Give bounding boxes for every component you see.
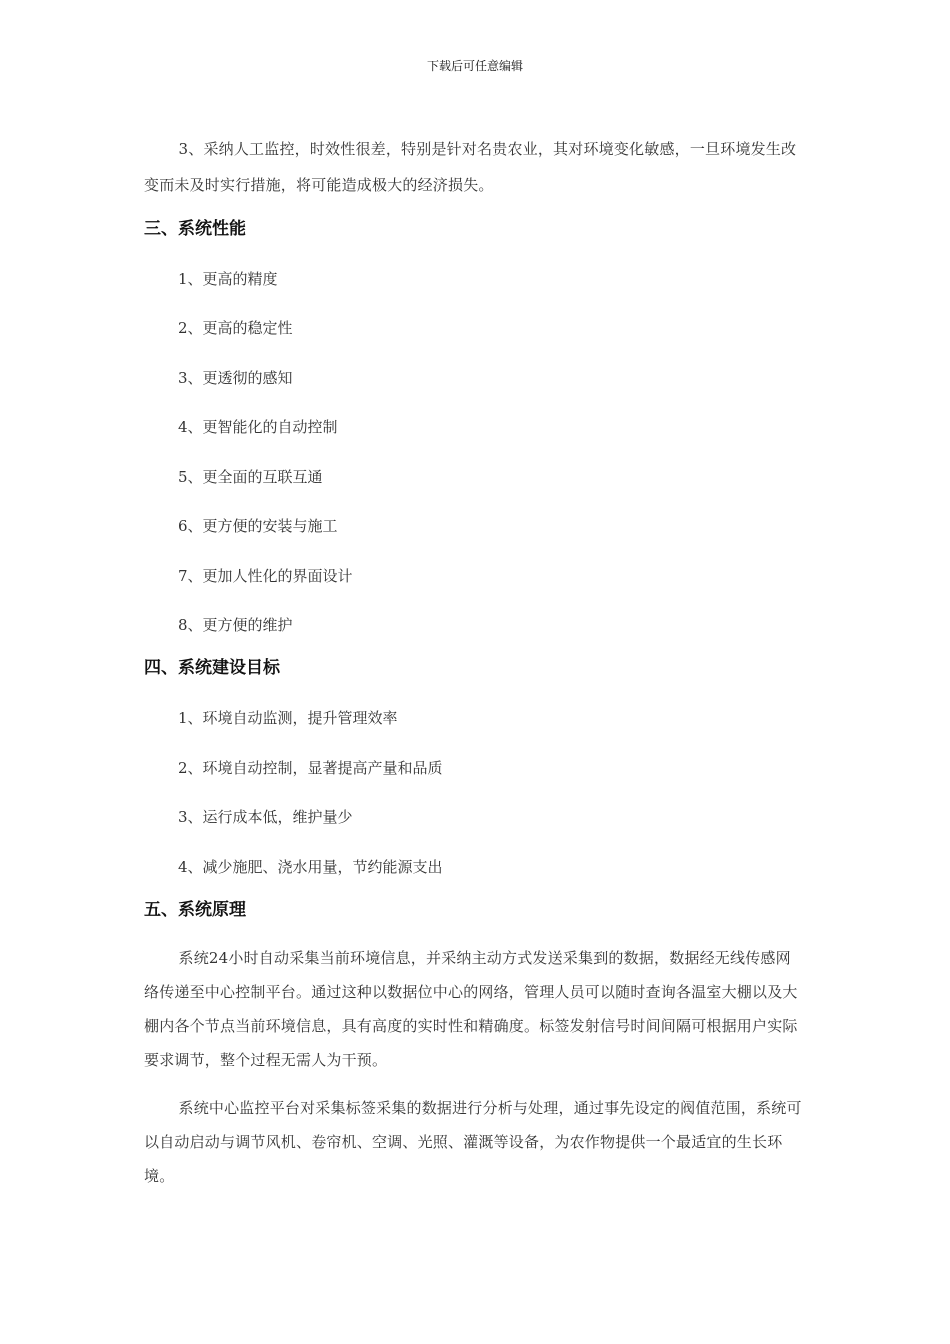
list-item: 2、环境自动控制，显著提高产量和品质 xyxy=(178,759,443,777)
list-item: 1、环境自动监测，提升管理效率 xyxy=(178,709,398,727)
section-title-principle: 五、系统原理 xyxy=(144,900,246,920)
section-title-goals: 四、系统建设目标 xyxy=(144,658,280,678)
intro-block xyxy=(144,131,804,203)
list-item: 3、更透彻的感知 xyxy=(178,369,293,387)
page-header: 下载后可任意编辑 xyxy=(426,59,523,73)
section-title-performance: 三、系统性能 xyxy=(144,219,246,239)
intro-paragraph: 3、采纳人工监控，时效性很差，特别是针对名贵农业，其对环境变化敏感，一旦环境发生改变而未及时实行措施，将可能造成极大的经济损失。 xyxy=(144,140,797,194)
list-item: 2、更高的稳定性 xyxy=(178,319,293,337)
principle-block-1 xyxy=(144,941,804,1077)
principle-paragraph: 系统中心监控平台对采集标签采集的数据进行分析与处理，通过事先设定的阀值范围，系统可以自动启动与调节风机、卷帘机、空调、光照、灌溉等设备，为农作物提供一个最适宜的生长环境。 xyxy=(144,1099,802,1185)
principle-block-2 xyxy=(144,1091,804,1193)
list-item: 3、运行成本低，维护量少 xyxy=(178,808,353,826)
list-item: 7、更加人性化的界面设计 xyxy=(178,567,353,585)
list-item: 4、更智能化的自动控制 xyxy=(178,418,338,436)
list-item: 5、更全面的互联互通 xyxy=(178,468,323,486)
list-item: 4、减少施肥、浇水用量，节约能源支出 xyxy=(178,858,443,876)
principle-paragraph: 系统24小时自动采集当前环境信息，并采纳主动方式发送采集到的数据，数据经无线传感网络传递至中心控制平台。通过这种以数据位中心的网络，管理人员可以随时查询各温室大棚以及大棚内各个节点当前环境信息，具有高度的实时性和精确度。标签发射信号时间间隔可根据用户实际要求调节，整个过程无需人为干预。 xyxy=(144,949,798,1069)
list-item: 6、更方便的安装与施工 xyxy=(178,517,338,535)
list-item: 8、更方便的维护 xyxy=(178,616,293,634)
list-item: 1、更高的精度 xyxy=(178,270,278,288)
